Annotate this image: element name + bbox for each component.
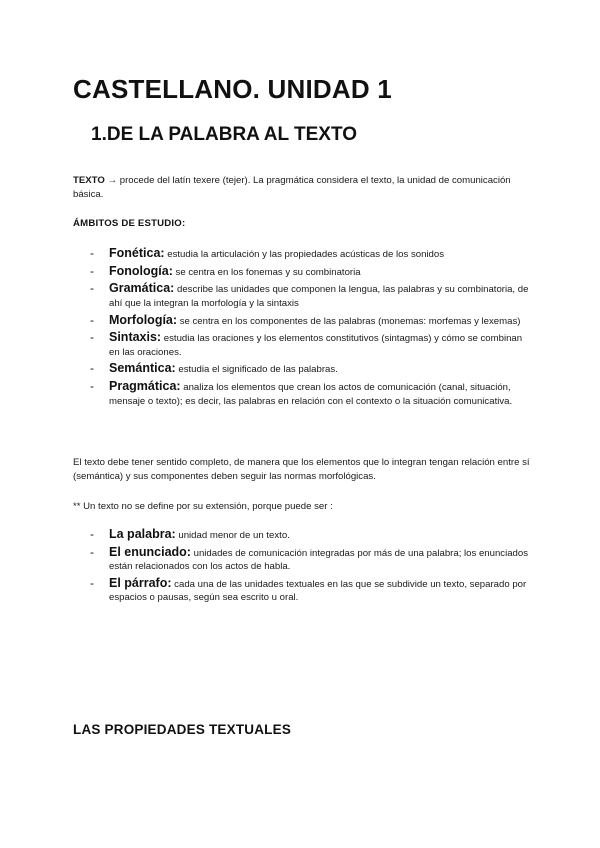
document-title: CASTELLANO. UNIDAD 1 xyxy=(73,74,392,104)
texto-definition-text: procede del latín texere (tejer). La pragmática considera el texto, la unidad de comunicación básica. xyxy=(73,175,511,200)
list-item: - El párrafo: cada una de las unidades textuales en las que se subdivide un texto, separado por espacios o pausas, según sea escrito u oral. xyxy=(90,577,530,605)
list-item: - Sintaxis: estudia las oraciones y los elementos constitutivos (sintagmas) y cómo se combinan en las oraciones. xyxy=(90,331,530,359)
list-item: - Pragmática: analiza los elementos que crean los actos de comunicación (canal, situación, mensaje o texto); es decir, las palabras en relación con el contexto o la situación comunicativa. xyxy=(90,380,530,408)
list-item: - Fonología: se centra en los fonemas y su combinatoria xyxy=(90,265,530,280)
extension-note: ** Un texto no se define por su extensión, porque puede ser : xyxy=(73,501,333,512)
unidades-list xyxy=(90,528,530,608)
texto-definition xyxy=(73,174,533,201)
list-item: - El enunciado: unidades de comunicación integradas por más de una palabra; los enunciados están relacionados con los actos de habla. xyxy=(90,546,530,574)
list-item: - Semántica: estudia el significado de las palabras. xyxy=(90,362,530,377)
sentido-paragraph: El texto debe tener sentido completo, de manera que los elementos que lo integran tengan relación entre sí (semántica) y sus componentes deben seguir las normas morfológicas. xyxy=(73,457,530,482)
list-item: - Fonética: estudia la articulación y las propiedades acústicas de los sonidos xyxy=(90,247,530,262)
section-heading: LAS PROPIEDADES TEXTUALES xyxy=(73,722,292,737)
list-item: - Gramática: describe las unidades que componen la lengua, las palabras y su combinatoria, de ahí que la integran la morfología y la sintaxis xyxy=(90,282,530,310)
section-subtitle: 1.DE LA PALABRA AL TEXTO xyxy=(91,124,358,145)
ambitos-list xyxy=(90,247,530,411)
ambitos-heading: ÁMBITOS DE ESTUDIO: xyxy=(73,218,186,229)
texto-label: TEXTO → xyxy=(73,175,118,186)
list-item: - Morfología: se centra en los componentes de las palabras (monemas: morfemas y lexemas) xyxy=(90,314,530,329)
list-item: - La palabra: unidad menor de un texto. xyxy=(90,528,530,543)
